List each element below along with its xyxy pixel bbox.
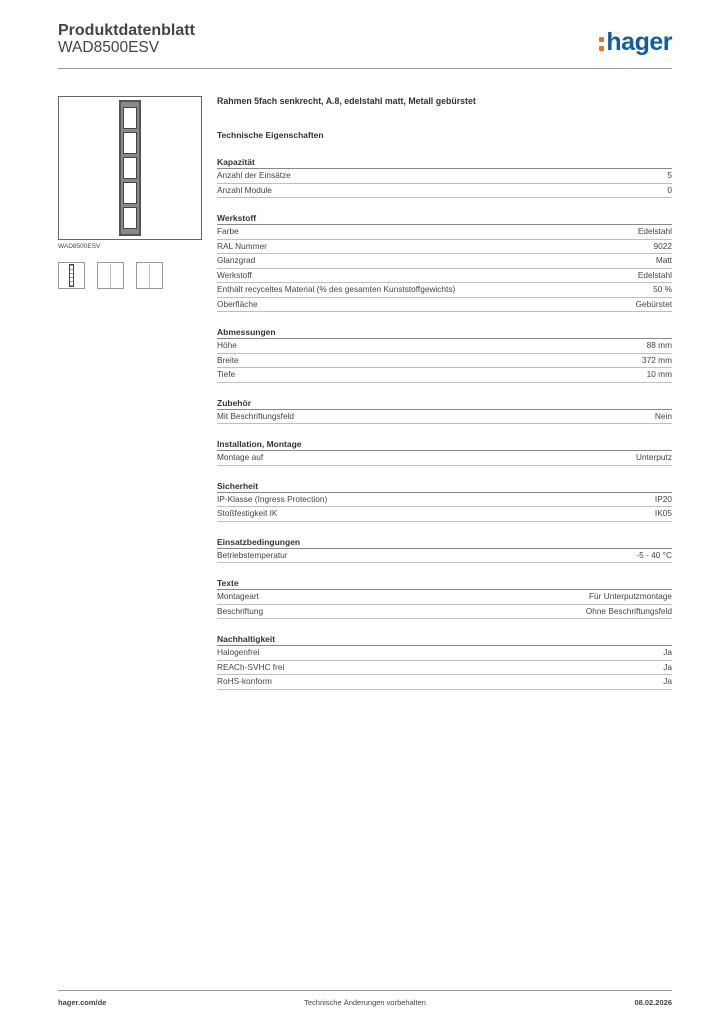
- property-sections: [217, 157, 672, 690]
- frame-5fold-vertical-icon: [119, 100, 141, 236]
- property-row: [217, 339, 672, 354]
- product-details: [217, 96, 672, 690]
- section-title: Texte: [217, 578, 672, 590]
- property-row: [217, 169, 672, 184]
- product-thumbnails: [58, 262, 163, 289]
- property-row: [217, 240, 672, 255]
- property-value: IK05: [654, 508, 672, 518]
- document-title: Produktdatenblatt: [58, 22, 195, 39]
- property-label: Betriebstemperatur: [217, 549, 288, 560]
- hager-logo: [599, 28, 672, 56]
- property-label: RoHS-konform: [217, 676, 272, 686]
- technical-properties-heading: Technische Eigenschaften: [217, 130, 324, 140]
- property-section: [217, 398, 672, 425]
- property-row: [217, 298, 672, 313]
- property-row: [217, 507, 672, 522]
- property-label: Beschriftung: [217, 605, 264, 616]
- property-section: [217, 537, 672, 564]
- property-label: Enthält recyceltes Material (% des gesamten Kunststoffgewichts): [217, 284, 456, 294]
- property-label: Breite: [217, 354, 239, 365]
- property-value: 10 mm: [646, 369, 672, 379]
- section-title: Zubehör: [217, 398, 672, 410]
- property-label: Glanzgrad: [217, 255, 256, 265]
- section-title: Installation, Montage: [217, 439, 672, 451]
- property-label: Mit Beschriftungsfeld: [217, 410, 295, 421]
- frame-front-icon: [69, 264, 74, 287]
- product-code: WAD8500ESV: [58, 39, 160, 56]
- property-row: [217, 184, 672, 199]
- property-value: Edelstahl: [637, 269, 672, 280]
- product-image-caption: WAD8500ESV: [58, 243, 101, 250]
- thumbnail-front[interactable]: [58, 262, 85, 289]
- thumbnail-side-right[interactable]: [136, 262, 163, 289]
- property-value: Ohne Beschriftungsfeld: [585, 605, 672, 616]
- property-section: [217, 327, 672, 383]
- property-label: Werkstoff: [217, 269, 252, 280]
- product-title: Rahmen 5fach senkrecht, A.8, edelstahl matt, Metall gebürstet: [217, 96, 476, 106]
- section-title: Abmessungen: [217, 327, 672, 339]
- property-row: [217, 493, 672, 508]
- section-title: Werkstoff: [217, 213, 672, 225]
- property-label: RAL Nummer: [217, 240, 267, 251]
- property-value: 88 mm: [646, 340, 672, 350]
- property-row: [217, 590, 672, 605]
- property-row: [217, 269, 672, 284]
- property-value: Ja: [663, 661, 672, 672]
- property-label: Anzahl der Einsätze: [217, 170, 291, 180]
- property-label: Tiefe: [217, 369, 236, 379]
- footer-website[interactable]: hager.com/de: [58, 998, 107, 1007]
- product-image: [58, 96, 202, 240]
- property-label: Halogenfrei: [217, 647, 260, 657]
- document-footer: [58, 998, 672, 1010]
- property-row: [217, 354, 672, 369]
- property-label: Montageart: [217, 591, 259, 601]
- frame-side-icon: [110, 264, 111, 288]
- property-row: [217, 605, 672, 620]
- property-row: [217, 410, 672, 425]
- property-label: Höhe: [217, 340, 237, 350]
- property-row: [217, 451, 672, 466]
- property-value: Matt: [655, 255, 672, 265]
- property-section: [217, 439, 672, 466]
- document-header: [58, 22, 672, 70]
- property-row: [217, 225, 672, 240]
- property-value: IP20: [654, 493, 672, 504]
- logo-text: hager: [606, 28, 672, 56]
- property-value: 50 %: [653, 284, 672, 294]
- property-section: [217, 157, 672, 198]
- section-title: Kapazität: [217, 157, 672, 169]
- property-value: Für Unterputzmontage: [588, 591, 672, 601]
- property-label: Stoßfestigkeit IK: [217, 508, 278, 518]
- frame-side-icon: [149, 264, 150, 288]
- section-title: Nachhaltigkeit: [217, 634, 672, 646]
- property-value: 9022: [653, 240, 672, 251]
- property-value: 0: [667, 184, 672, 195]
- property-section: [217, 213, 672, 312]
- property-row: [217, 661, 672, 676]
- footer-disclaimer: Technische Änderungen vorbehalten: [304, 998, 426, 1007]
- property-label: REACh-SVHC frei: [217, 661, 285, 672]
- property-section: [217, 481, 672, 522]
- header-divider: [58, 68, 672, 69]
- logo-dots-icon: [599, 35, 604, 53]
- property-row: [217, 549, 672, 564]
- property-row: [217, 675, 672, 690]
- property-row: [217, 283, 672, 298]
- property-value: Gebürstet: [635, 298, 672, 309]
- section-title: Einsatzbedingungen: [217, 537, 672, 549]
- property-label: Oberfläche: [217, 298, 258, 309]
- footer-divider: [58, 990, 672, 991]
- property-value: Ja: [663, 676, 672, 686]
- property-value: Ja: [663, 647, 672, 657]
- property-row: [217, 368, 672, 383]
- property-label: Anzahl Module: [217, 184, 272, 195]
- section-title: Sicherheit: [217, 481, 672, 493]
- footer-date: 08.02.2026: [634, 998, 672, 1007]
- property-value: -5 - 40 °C: [636, 549, 672, 560]
- property-value: 372 mm: [642, 354, 672, 365]
- property-section: [217, 578, 672, 619]
- property-value: Nein: [654, 410, 672, 421]
- property-value: Edelstahl: [637, 226, 672, 236]
- property-row: [217, 254, 672, 269]
- property-value: 5: [667, 170, 672, 180]
- thumbnail-side-left[interactable]: [97, 262, 124, 289]
- property-row: [217, 646, 672, 661]
- property-section: [217, 634, 672, 690]
- property-value: Unterputz: [636, 452, 672, 462]
- property-label: Montage auf: [217, 452, 264, 462]
- property-label: Farbe: [217, 226, 239, 236]
- property-label: IP-Klasse (Ingress Protection): [217, 493, 328, 504]
